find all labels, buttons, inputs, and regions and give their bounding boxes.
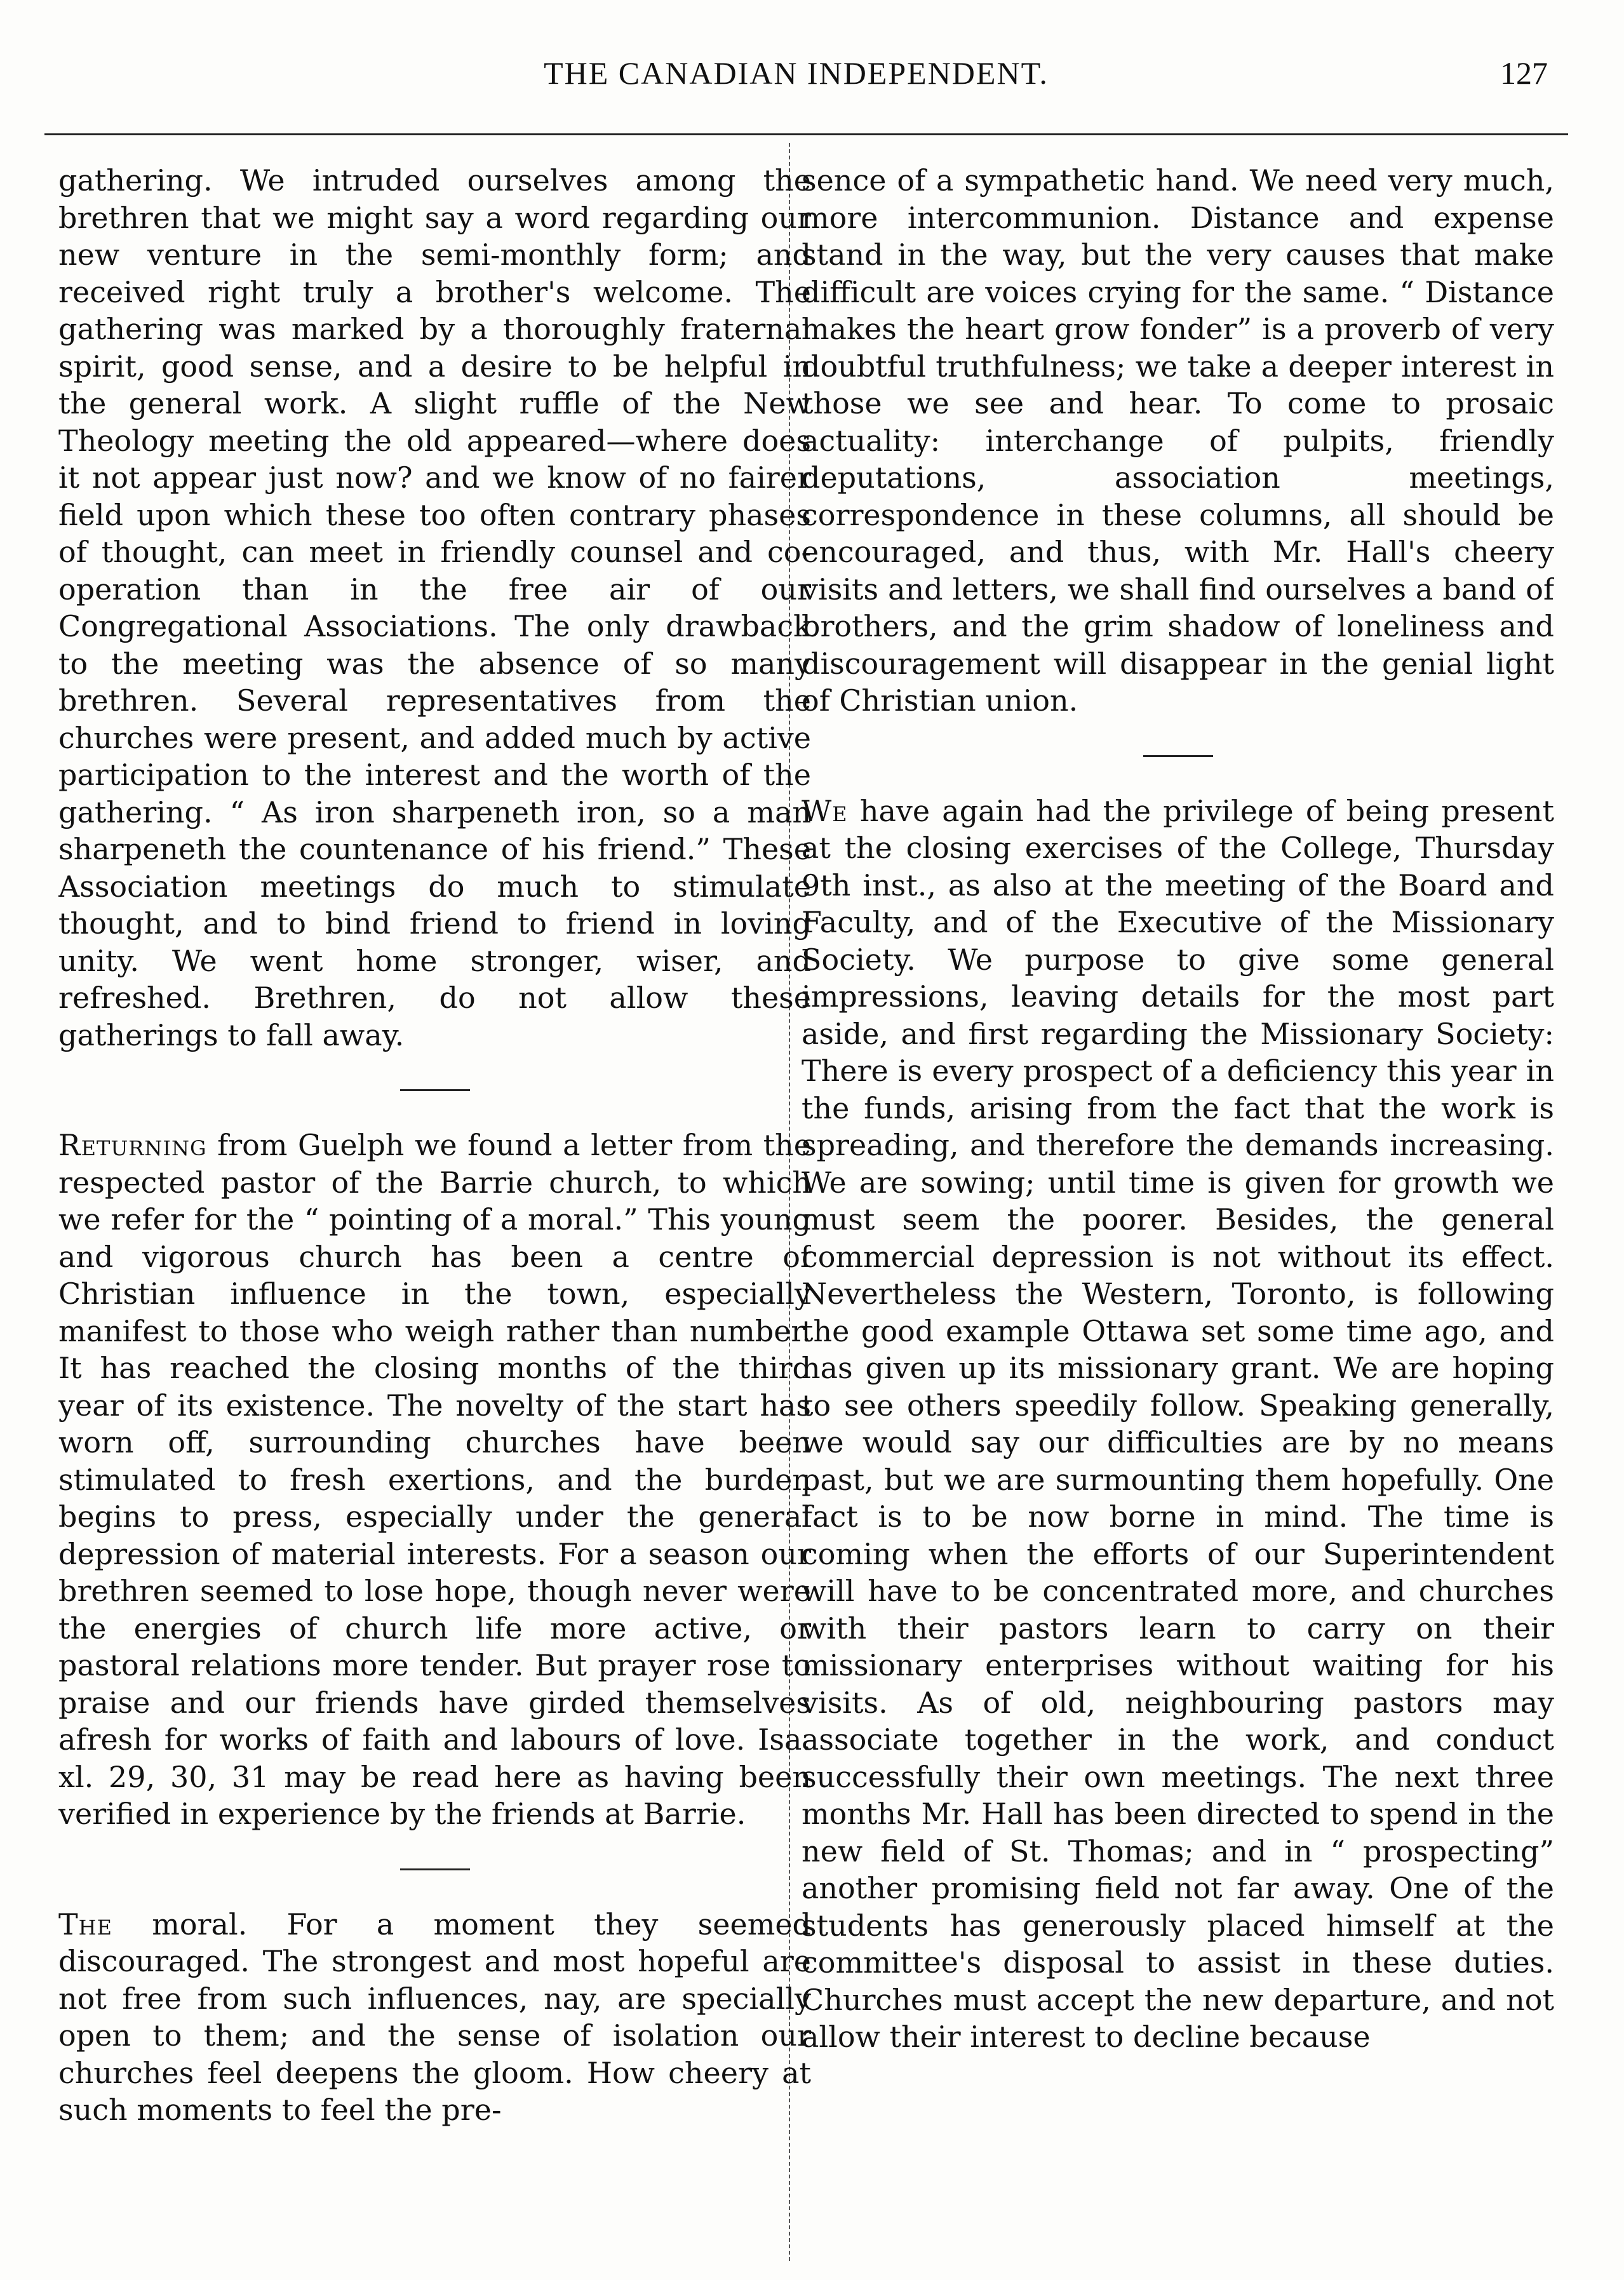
paragraph-text: sence of a sympathetic hand. We need very much, more intercommunion. Distance and expense stand in the way, but the very causes that make difficult are voices crying for the same. “ Distance makes the heart grow fonder” is a proverb of very doubtful truthfulness; we take a deeper interest in those we see and hear. To come to prosaic actuality: interchange of pulpits, friendly deputations, association meetings, correspondence in these columns, all should be encouraged, and thus, with Mr. Hall's cheery visits and letters, we shall find ourselves a band of brothers, and the grim shadow of loneliness and discouragement will disappear in the genial light of Christian union. — [802, 163, 1554, 718]
header-rule — [44, 133, 1568, 135]
paragraph-sympathetic-hand — [802, 162, 1554, 720]
running-title: THE CANADIAN INDEPENDENT. — [544, 55, 1049, 91]
page-number: 127 — [1500, 55, 1548, 91]
paragraph-college-exercises — [802, 793, 1554, 2056]
page-header — [44, 55, 1548, 105]
paragraph-text: gathering. We intruded ourselves among the brethren that we might say a word regarding our new venture in the semi-monthly form; and received right truly a brother's welcome. The gathering was marked by a thoroughly fraternal spirit, good sense, and a desire to be helpful in the general work. A slight ruffle of the New Theology meeting the old appeared—where does it not appear just now? and we know of no fairer field upon which these too often contrary phases of thought, can meet in friendly counsel and co-operation than in the free air of our Congregational Associations. The only drawback to the meeting was the absence of so many brethren. Several representatives from the churches were present, and added much by active participation to the interest and the worth of the gathering. “ As iron sharpeneth iron, so a man sharpeneth the countenance of his friend.” These Association meetings do much to stimulate thought, and to bind friend to friend in loving unity. We went home stronger, wiser, and refreshed. Brethren, do not allow these gatherings to fall away. — [58, 163, 811, 1052]
paragraph-text: moral. For a moment they seemed discouraged. The strongest and most hopeful are not free from such influences, nay, are specially open to them; and the sense of isolation our churches feel deepens the gloom. How cheery at such moments to feel the pre- — [58, 1907, 811, 2127]
paragraph-gathering — [58, 162, 811, 1054]
paragraph-lead-word: The — [58, 1907, 112, 1941]
paragraph-lead-word: Returning — [58, 1128, 207, 1162]
paragraph-lead-word: We — [802, 793, 848, 828]
paragraph-text: have again had the privilege of being present at the closing exercises of the College, Thursday 9th inst., as also at the meeting of the Board and Faculty, and of the Executive of the Missionary Society. We purpose to give some general impressions, leaving details for the most part aside, and first regarding the Missionary Society: There is every prospect of a deficiency this year in the funds, arising from the fact that the work is spreading, and therefore the demands increasing. We are sowing; until time is given for growth we must seem the poorer. Besides, the general commercial depression is not without its effect. Nevertheless the Western, Toronto, is following the good example Ottawa set some time ago, and has given up its missionary grant. We are hoping to see others speedily follow. Speaking generally, we would say our difficulties are by no means past, but we are surmounting them hopefully. One fact is to be now borne in mind. The time is coming when the efforts of our Superintendent will have to be concentrated more, and churches with their pastors learn to carry on their missionary enterprises without waiting for his visits. As of old, neighbouring pastors may associate together in the work, and conduct successfully their own meetings. The next three months Mr. Hall has been directed to spend in the new field of St. Thomas; and in “ prospecting” another promising field not far away. One of the students has generously placed himself at the committee's disposal to assist in these duties. Churches must accept the new departure, and not allow their interest to decline because — [802, 793, 1554, 2054]
paragraph-text: from Guelph we found a letter from the respected pastor of the Barrie church, to which we refer for the “ pointing of a moral.” This young and vigorous church has been a centre of Christian influence in the town, especially manifest to those who weigh rather than number. It has reached the closing months of the third year of its existence. The novelty of the start has worn off, surrounding churches have been stimulated to fresh exertions, and the burden begins to press, especially under the general depression of material interests. For a season our brethren seemed to lose hope, though never were the energies of church life more active, or pastoral relations more tender. But prayer rose to praise and our friends have girded themselves afresh for works of faith and labours of love. Isa. xl. 29, 30, 31 may be read here as having been verified in experience by the friends at Barrie. — [58, 1128, 811, 1831]
paragraph-moral — [58, 1906, 811, 2129]
right-column — [802, 162, 1554, 2258]
section-separator — [1143, 755, 1213, 757]
paragraph-returning — [58, 1127, 811, 1833]
left-column — [58, 162, 811, 2258]
section-separator — [400, 1089, 470, 1091]
section-separator — [400, 1868, 470, 1870]
